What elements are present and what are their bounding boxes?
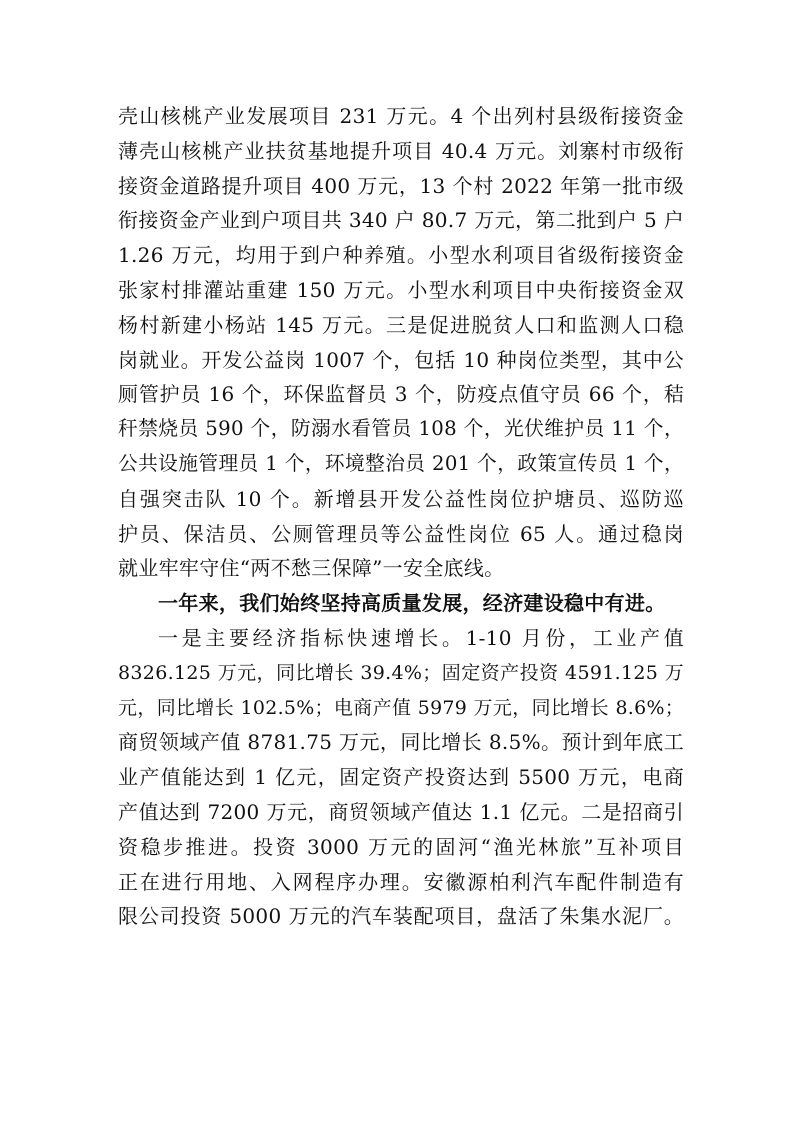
text-line: 杨村新建小杨站 145 万元。三是促进脱贫人口和监测人口稳 bbox=[118, 312, 684, 337]
text-line: 资稳步推进。投资 3000 万元的固河“渔光林旅”互补项目 bbox=[118, 834, 684, 859]
text-line: 1.26 万元，均用于到户种养殖。小型水利项目省级衔接资金 bbox=[118, 243, 684, 268]
text-line: 一是主要经济指标快速增长。1-10 月份，工业产值 bbox=[158, 625, 684, 650]
text-line: 衔接资金产业到户项目共 340 户 80.7 万元，第二批到户 5 户 bbox=[118, 208, 684, 233]
text-line: 自强突击队 10 个。新增县开发公益性岗位护塘员、巡防巡 bbox=[118, 486, 684, 511]
paragraph-economy bbox=[118, 621, 684, 934]
text-line: 薄壳山核桃产业扶贫基地提升项目 40.4 万元。刘寨村市级衔 bbox=[118, 138, 684, 163]
text-line: 护员、保洁员、公厕管理员等公益性岗位 65 人。通过稳岗 bbox=[118, 521, 684, 546]
text-line: 张家村排灌站重建 150 万元。小型水利项目中央衔接资金双 bbox=[118, 277, 684, 302]
text-line: 公共设施管理员 1 个，环境整治员 201 个，政策宣传员 1 个， bbox=[118, 451, 684, 475]
text-line: 8326.125 万元，同比增长 39.4%；固定资产投资 4591.125 万 bbox=[118, 661, 684, 684]
section-heading bbox=[118, 586, 684, 621]
text-line: 就业牢牢守住“两不愁三保障”一安全底线。 bbox=[118, 556, 505, 581]
text-line: 限公司投资 5000 万元的汽车装配项目，盘活了朱集水泥厂。 bbox=[118, 904, 684, 929]
paragraph-poverty-funds bbox=[118, 99, 684, 586]
text-line: 产值达到 7200 万元，商贸领域产值达 1.1 亿元。二是招商引 bbox=[118, 799, 684, 824]
text-line: 商贸领域产值 8781.75 万元，同比增长 8.5%。预计到年底工 bbox=[118, 730, 684, 755]
text-line: 正在进行用地、入网程序办理。安徽源柏利汽车配件制造有 bbox=[118, 869, 684, 894]
text-line: 元，同比增长 102.5%；电商产值 5979 万元，同比增长 8.6%； bbox=[118, 696, 684, 719]
text-line: 壳山核桃产业发展项目 231 万元。4 个出列村县级衔接资金 bbox=[118, 104, 684, 128]
document-page bbox=[118, 99, 684, 934]
text-line: 秆禁烧员 590 个，防溺水看管员 108 个，光伏维护员 11 个， bbox=[118, 417, 684, 441]
text-line: 岗就业。开发公益岗 1007 个，包括 10 种岗位类型，其中公 bbox=[118, 347, 684, 372]
heading-line: 一年来，我们始终坚持高质量发展，经济建设稳中有进。 bbox=[158, 591, 666, 616]
text-line: 业产值能达到 1 亿元，固定资产投资达到 5500 万元，电商 bbox=[118, 765, 684, 790]
text-line: 接资金道路提升项目 400 万元，13 个村 2022 年第一批市级 bbox=[118, 173, 684, 198]
text-line: 厕管护员 16 个，环保监督员 3 个，防疫点值守员 66 个，秸 bbox=[118, 382, 684, 407]
